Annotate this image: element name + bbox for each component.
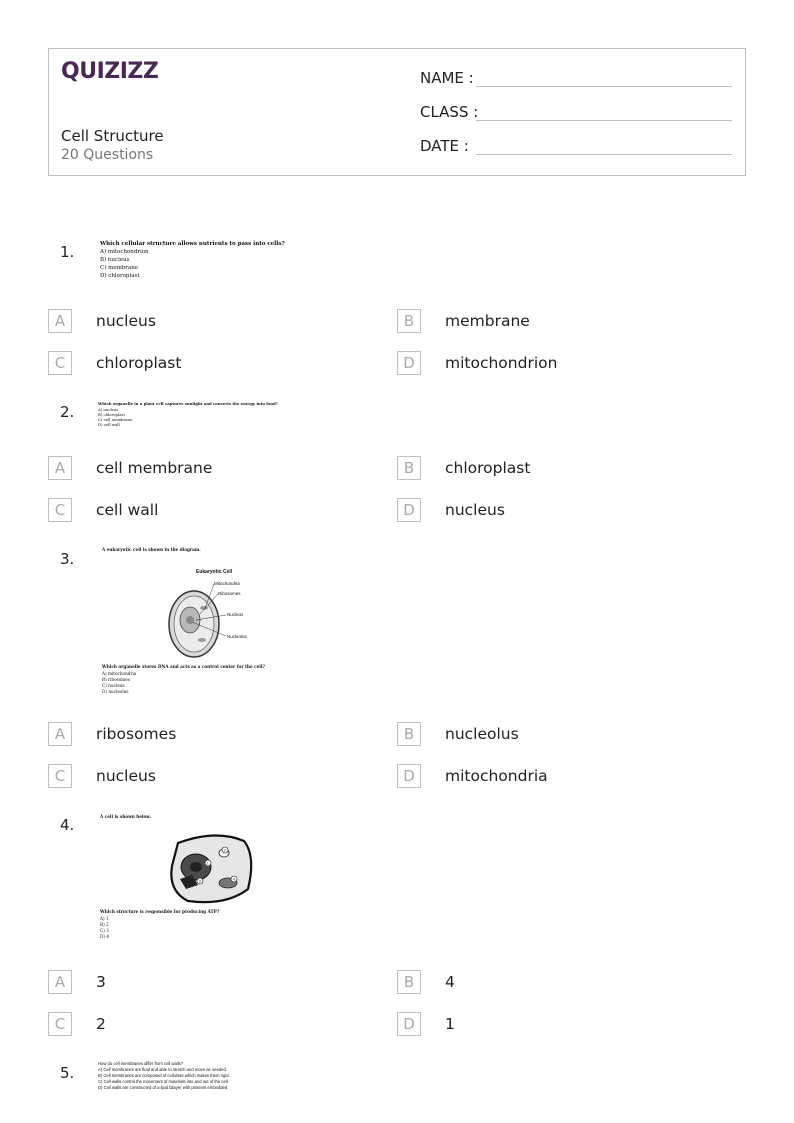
question-number: 1. <box>60 243 75 261</box>
choice-line: A) mitochondrion <box>100 249 149 255</box>
option-letter-b[interactable]: B <box>397 722 421 746</box>
choice-line: C) membrane <box>100 265 139 271</box>
diagram-number: 4 <box>232 877 235 882</box>
nucleolus-shape <box>190 862 202 872</box>
choice-line: B) chloroplast <box>98 412 126 417</box>
quizizz-logo: QUIZIZZ <box>61 59 159 84</box>
mitochondrion-shape <box>198 638 206 642</box>
choice-line: D) 4 <box>100 934 109 939</box>
image-intro: A eukaryotic cell is shown in the diagram. <box>102 547 201 552</box>
date-label: DATE : <box>420 137 469 155</box>
date-field[interactable] <box>420 137 469 155</box>
worksheet-title: Cell Structure <box>61 127 164 145</box>
option-text: chloroplast <box>96 354 182 372</box>
option-text: membrane <box>445 312 530 330</box>
question-image <box>96 239 285 283</box>
question-count: 20 Questions <box>61 147 154 163</box>
question-text: Which organelle stores DNA and acts as a control center for the cell? <box>102 664 265 669</box>
choice-line: B) ribosomes <box>102 677 130 682</box>
choice-line: C) 3 <box>100 928 109 933</box>
option-letter-a[interactable]: A <box>48 456 72 480</box>
class-field[interactable] <box>420 103 478 121</box>
choice-line: D) Cell walls are constructed of a lipid bilayer with proteins embedded. <box>98 1085 229 1090</box>
question-text: Which cellular structure allows nutrients to pass into cells? <box>100 241 285 247</box>
choice-line: C) nucleus <box>102 683 125 688</box>
question-text: Which structure is responsible for producing ATP? <box>100 909 220 914</box>
choice-line: C) cell membrane <box>98 417 133 422</box>
question-image <box>96 811 266 947</box>
nucleolus-shape <box>186 616 194 624</box>
choice-line: A) mitochondria <box>102 671 137 676</box>
name-field[interactable] <box>420 69 474 87</box>
option-text: 1 <box>445 1015 455 1033</box>
choice-line: A) Cell membranes are fluid and able to stretch and move as needed. <box>98 1067 227 1072</box>
option-letter-c[interactable]: C <box>48 1012 72 1036</box>
option-letter-b[interactable]: B <box>397 970 421 994</box>
class-line <box>476 120 732 121</box>
name-line <box>476 86 732 87</box>
name-label: NAME : <box>420 69 474 87</box>
diagram-label: Ribosomes <box>218 591 241 596</box>
option-letter-c[interactable]: C <box>48 351 72 375</box>
question-number: 5. <box>60 1064 75 1082</box>
question-number: 3. <box>60 550 75 568</box>
option-letter-d[interactable]: D <box>397 498 421 522</box>
option-text: mitochondrion <box>445 354 558 372</box>
animal-cell-diagram <box>96 811 266 947</box>
option-text: nucleus <box>445 501 505 519</box>
question-text: Which organelle in a plant cell captures sunlight and converts the energy into food? <box>98 401 278 406</box>
option-letter-a[interactable]: A <box>48 722 72 746</box>
diagram-number: 3 <box>198 879 201 884</box>
option-text: nucleus <box>96 312 156 330</box>
class-label: CLASS : <box>420 103 479 121</box>
choice-line: D) chloroplast <box>100 273 140 279</box>
diagram-number: 1 <box>206 861 209 866</box>
choice-line: A) nucleus <box>98 407 119 412</box>
question-image <box>96 399 278 431</box>
option-text: nucleolus <box>445 725 519 743</box>
question-number: 2. <box>60 403 75 421</box>
diagram-label: Nucleus <box>227 612 244 617</box>
option-text: ribosomes <box>96 725 177 743</box>
option-text: 4 <box>445 973 455 991</box>
option-letter-d[interactable]: D <box>397 764 421 788</box>
option-text: chloroplast <box>445 459 531 477</box>
option-letter-a[interactable]: A <box>48 970 72 994</box>
worksheet-header <box>48 48 746 176</box>
option-text: 2 <box>96 1015 106 1033</box>
image-intro: A cell is shown below. <box>100 814 151 819</box>
choice-line: B) nucleus <box>100 257 130 263</box>
date-line <box>476 154 732 155</box>
option-letter-a[interactable]: A <box>48 309 72 333</box>
option-letter-b[interactable]: B <box>397 456 421 480</box>
choice-line: B) 2 <box>100 922 109 927</box>
option-text: nucleus <box>96 767 156 785</box>
option-letter-c[interactable]: C <box>48 498 72 522</box>
option-letter-c[interactable]: C <box>48 764 72 788</box>
option-letter-d[interactable]: D <box>397 351 421 375</box>
option-text: mitochondria <box>445 767 548 785</box>
diagram-label: Nucleolus <box>227 634 247 639</box>
option-text: 3 <box>96 973 106 991</box>
option-text: cell membrane <box>96 459 213 477</box>
option-letter-d[interactable]: D <box>397 1012 421 1036</box>
question-image <box>96 544 266 700</box>
question-image <box>96 1059 266 1095</box>
diagram-number: 2 <box>223 848 226 853</box>
question-text: How do cell membranes differ from cell walls? <box>98 1061 184 1066</box>
diagram-label: Mitochondria <box>214 581 240 586</box>
choice-line: D) cell wall <box>98 422 120 427</box>
choice-line: B) Cell membranes are composed of cellulose which makes them rigid. <box>98 1073 230 1078</box>
question-number: 4. <box>60 816 75 834</box>
choice-line: A) 1 <box>100 916 109 921</box>
choice-line: C) Cell walls control the movement of materials into and out of the cell. <box>98 1079 229 1084</box>
diagram-title: Eukaryotic Cell <box>196 569 233 575</box>
choice-line: D) nucleolus <box>102 689 129 694</box>
option-text: cell wall <box>96 501 159 519</box>
option-letter-b[interactable]: B <box>397 309 421 333</box>
